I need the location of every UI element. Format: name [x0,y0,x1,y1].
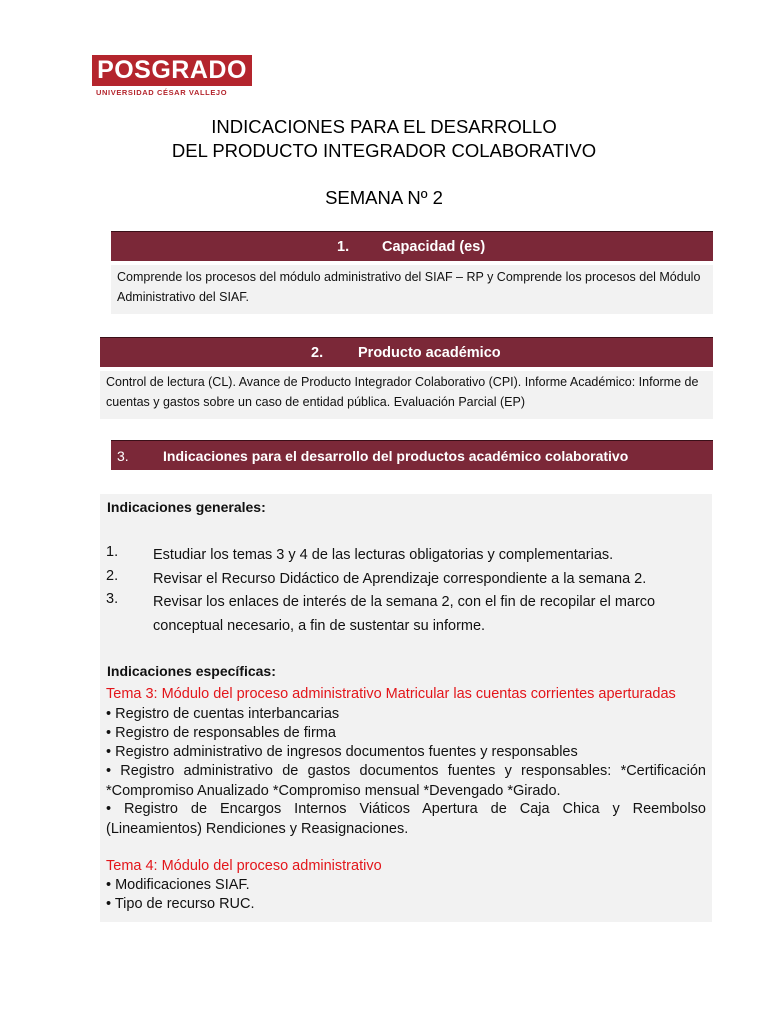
section-1-number: 1. [337,239,350,255]
posgrado-logo [92,55,252,97]
section-1-label: Capacidad (es) [382,239,486,255]
tema-3-bullet: • Registro administrativo de gastos documentos fuentes y responsables: *Certificación *Compromiso Anualizado *Compromiso mensual *Devengado *Girado. [106,763,706,799]
list-item-text: Revisar el Recurso Didáctico de Aprendizaje correspondiente a la semana 2. [153,571,647,587]
list-item-text: Revisar los enlaces de interés de la semana 2, con el fin de recopilar el marco conceptual necesario, a fin de sustentar su informe. [153,594,656,634]
list-item-number: 1. [106,544,119,560]
tema-3-bullet: • Registro administrativo de ingresos documentos fuentes y responsables [106,744,578,760]
section-2-header [100,337,713,367]
tema-3-bullet: • Registro de responsables de firma [106,725,336,741]
tema-3-bullet: • Registro de cuentas interbancarias [106,706,340,722]
indications-panel [100,494,712,922]
section-2-label: Producto académico [358,345,501,361]
title-line-2: DEL PRODUCTO INTEGRADOR COLABORATIVO [171,140,597,161]
document-title [0,115,768,163]
list-item-number: 2. [106,568,119,584]
tema-3-bullet: • Registro de Encargos Internos Viáticos Apertura de Caja Chica y Reembolso (Lineamientos) Rendiciones y Reasignaciones. [106,801,706,837]
logo-main-text: POSGRADO [92,55,252,86]
tema-3-title: Tema 3: Módulo del proceso administrativo Matricular las cuentas corrientes aperturadas [106,686,676,702]
logo-sub-text: UNIVERSIDAD CÉSAR VALLEJO [96,88,228,97]
tema-4-bullet: • Modificaciones SIAF. [106,877,250,893]
general-heading: Indicaciones generales: [107,499,266,515]
tema-4-title: Tema 4: Módulo del proceso administrativo [106,858,382,874]
section-1-body [111,265,713,314]
section-2-text: Control de lectura (CL). Avance de Producto Integrador Colaborativo (CPI). Informe Académico: Informe de cuentas y gastos sobre un caso de entidad pública. Evaluación Parcial (EP) [106,375,699,409]
specific-heading: Indicaciones específicas: [107,663,276,679]
section-1-header [111,231,713,261]
week-heading: SEMANA Nº 2 [325,187,443,208]
section-2-body [100,371,713,419]
section-2-number: 2. [311,345,324,361]
section-3-header [111,440,713,470]
list-item-text: Estudiar los temas 3 y 4 de las lecturas obligatorias y complementarias. [153,547,614,563]
title-line-1: INDICACIONES PARA EL DESARROLLO [211,116,557,137]
tema-4-bullet: • Tipo de recurso RUC. [106,896,255,912]
section-1-text: Comprende los procesos del módulo administrativo del SIAF – RP y Comprende los procesos del Módulo Administrativo del SIAF. [117,270,701,304]
section-3-number: 3. [117,448,129,464]
list-item-number: 3. [106,591,119,607]
section-3-label: Indicaciones para el desarrollo del productos académico colaborativo [163,448,629,464]
